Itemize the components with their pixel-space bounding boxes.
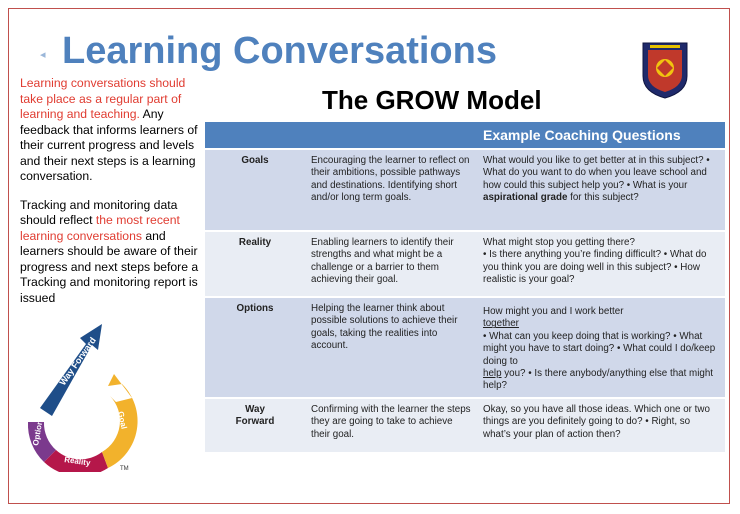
stage-cell: Goals	[205, 149, 305, 231]
questions-cell: Okay, so you have all those ideas. Which one or two things are you definitely going to do? • Right, so what’s your plan of action then?	[477, 398, 725, 452]
questions-text: • Is there anything you’re finding difficult? • What do you think you are doing well in this subject? • How realistic is your goal?	[483, 249, 707, 286]
cycle-label-reality: Reality	[63, 455, 91, 468]
table-row-options	[205, 297, 725, 398]
cycle-label-options: Options	[31, 415, 46, 447]
questions-cell	[477, 297, 725, 398]
school-crest-icon	[640, 40, 690, 100]
intro-p2-start: Tracking and monitoring data should reflect	[20, 197, 178, 227]
stage-cell: Way Forward	[205, 398, 305, 452]
questions-cell	[477, 231, 725, 297]
grow-model-table	[205, 122, 725, 452]
stage-cell: Reality	[205, 231, 305, 297]
intro-p2-highlight: the most recent learning conversations	[20, 213, 180, 243]
page-title: Learning Conversations	[62, 30, 497, 72]
questions-text: What would you like to get better at in this subject? • What do you want to do when you leave school and how could this subject help you? • What is your	[483, 155, 710, 191]
table-row-goals	[205, 149, 725, 231]
table-header-cell	[305, 122, 477, 149]
intro-p1-rest: Any feedback that informs learners of their current progress and levels and their next steps is a learning conversation.	[20, 107, 198, 183]
questions-text: What might stop you getting there?	[483, 237, 635, 248]
table-row-reality	[205, 231, 725, 297]
trademark-mark: TM	[120, 466, 129, 472]
questions-text: • What can you keep doing that is working? • What might you have to start doing? • What could I do/keep doing to	[483, 330, 716, 367]
questions-underlined-text: together	[483, 318, 519, 330]
title-bullet-icon: ◂	[40, 49, 46, 61]
grow-cycle-diagram	[18, 312, 146, 472]
intro-p1-highlight: Learning conversations should take place as a regular part of learning and teaching.	[20, 76, 186, 121]
grow-model-title: The GROW Model	[322, 85, 542, 115]
table-header-row	[205, 122, 725, 149]
table-header-questions: Example Coaching Questions	[477, 122, 725, 149]
table-row-way-forward	[205, 398, 725, 452]
questions-cell	[477, 149, 725, 231]
intro-p2-end: and learners should be aware of their progress and next steps before a Tracking and monitoring report is issued	[20, 228, 199, 305]
intro-paragraph-1	[20, 76, 204, 185]
questions-text: you? • Is there anybody/anything else that might help?	[483, 368, 714, 392]
table-header-cell	[205, 122, 305, 149]
cycle-label-way-forward: Way Forward	[57, 335, 98, 388]
description-cell: Confirming with the learner the steps they are going to take to achieve their goal.	[305, 398, 477, 452]
questions-underlined-text: help	[483, 368, 502, 380]
description-cell: Helping the learner think about possible solutions to achieve their goals, taking the realities into account.	[305, 297, 477, 398]
cycle-label-goal: Goal	[116, 410, 129, 430]
stage-cell: Options	[205, 297, 305, 398]
description-cell: Encouraging the learner to reflect on their ambitions, possible pathways and destinations. Identifying short and/or long term goals.	[305, 149, 477, 231]
intro-text	[20, 76, 204, 319]
questions-bold-text: aspirational grade	[483, 192, 568, 204]
questions-text: How might you and I work better	[483, 306, 624, 317]
questions-text: for this subject?	[567, 192, 639, 204]
intro-paragraph-2	[20, 198, 204, 307]
description-cell: Enabling learners to identify their strengths and what might be a challenge or a barrier to them achieving their goal.	[305, 231, 477, 297]
